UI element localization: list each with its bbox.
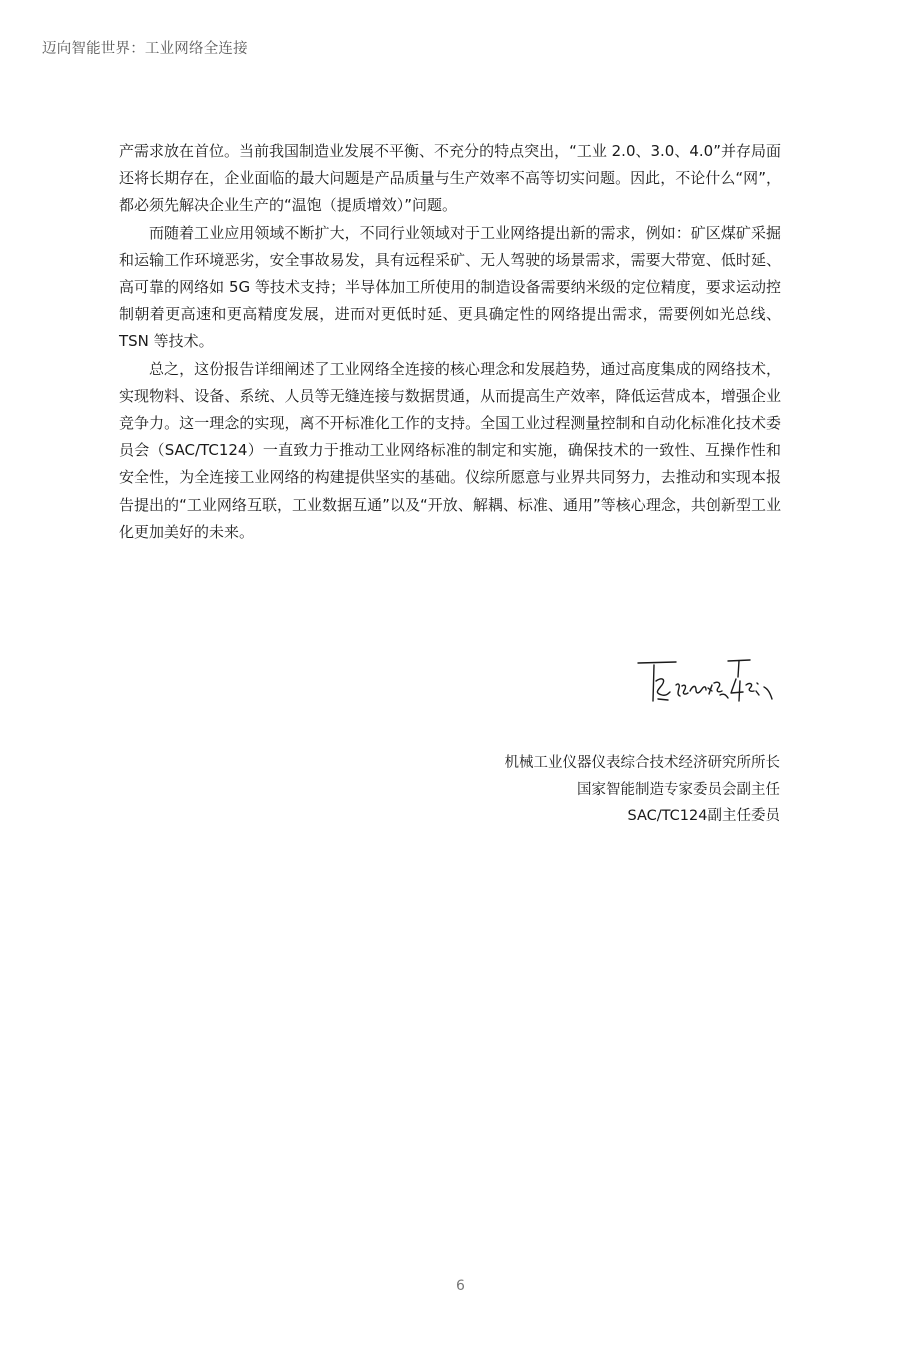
running-header-title: 迈向智能世界：工业网络全连接 [42,41,248,57]
paragraph-2: 而随着工业应用领域不断扩大，不同行业领域对于工业网络提出新的需求，例如：矿区煤矿采掘和运输工作环境恶劣，安全事故易发，具有远程采矿、无人驾驶的场景需求，需要大带宽、低时延、高可靠的网络如 5G 等技术支持；半导体加工所使用的制造设备需要纳米级的定位精度，要求运动控制朝着更高速和更高精度发展，进而对更低时延、更具确定性的网络提出需求，需要例如光总线、TSN 等技术。 [119,223,781,351]
page-number: 6 [456,1278,465,1294]
signatory-title-2: 国家智能制造专家委员会副主任 [577,781,780,798]
handwritten-signature-icon [632,655,782,711]
body-text [119,138,781,546]
signatory-title-3: SAC/TC124副主任委员 [627,808,780,824]
paragraph-1: 产需求放在首位。当前我国制造业发展不平衡、不充分的特点突出，“工业 2.0、3.0、4.0”并存局面还将长期存在，企业面临的最大问题是产品质量与生产效率不高等切实问题。因此，不论什么“网”，都必须先解决企业生产的“温饱（提质增效）”问题。 [119,142,781,215]
signatory-title-1: 机械工业仪器仪表综合技术经济研究所所长 [504,755,780,771]
paragraph-3: 总之，这份报告详细阐述了工业网络全连接的核心理念和发展趋势，通过高度集成的网络技术，实现物料、设备、系统、人员等无缝连接与数据贯通，从而提高生产效率，降低运营成本，增强企业竞争力。这一理念的实现，离不开标准化工作的支持。全国工业过程测量控制和自动化标准化技术委员会（SAC/TC124）一直致力于推动工业网络标准的制定和实施，确保技术的一致性、互操作性和安全性，为全连接工业网络的构建提供坚实的基础。仪综所愿意与业界共同努力，去推动和实现本报告提出的“工业网络互联，工业数据互通”以及“开放、解耦、标准、通用”等核心理念，共创新型工业化更加美好的未来。 [119,359,781,541]
signatory-titles [505,750,781,830]
